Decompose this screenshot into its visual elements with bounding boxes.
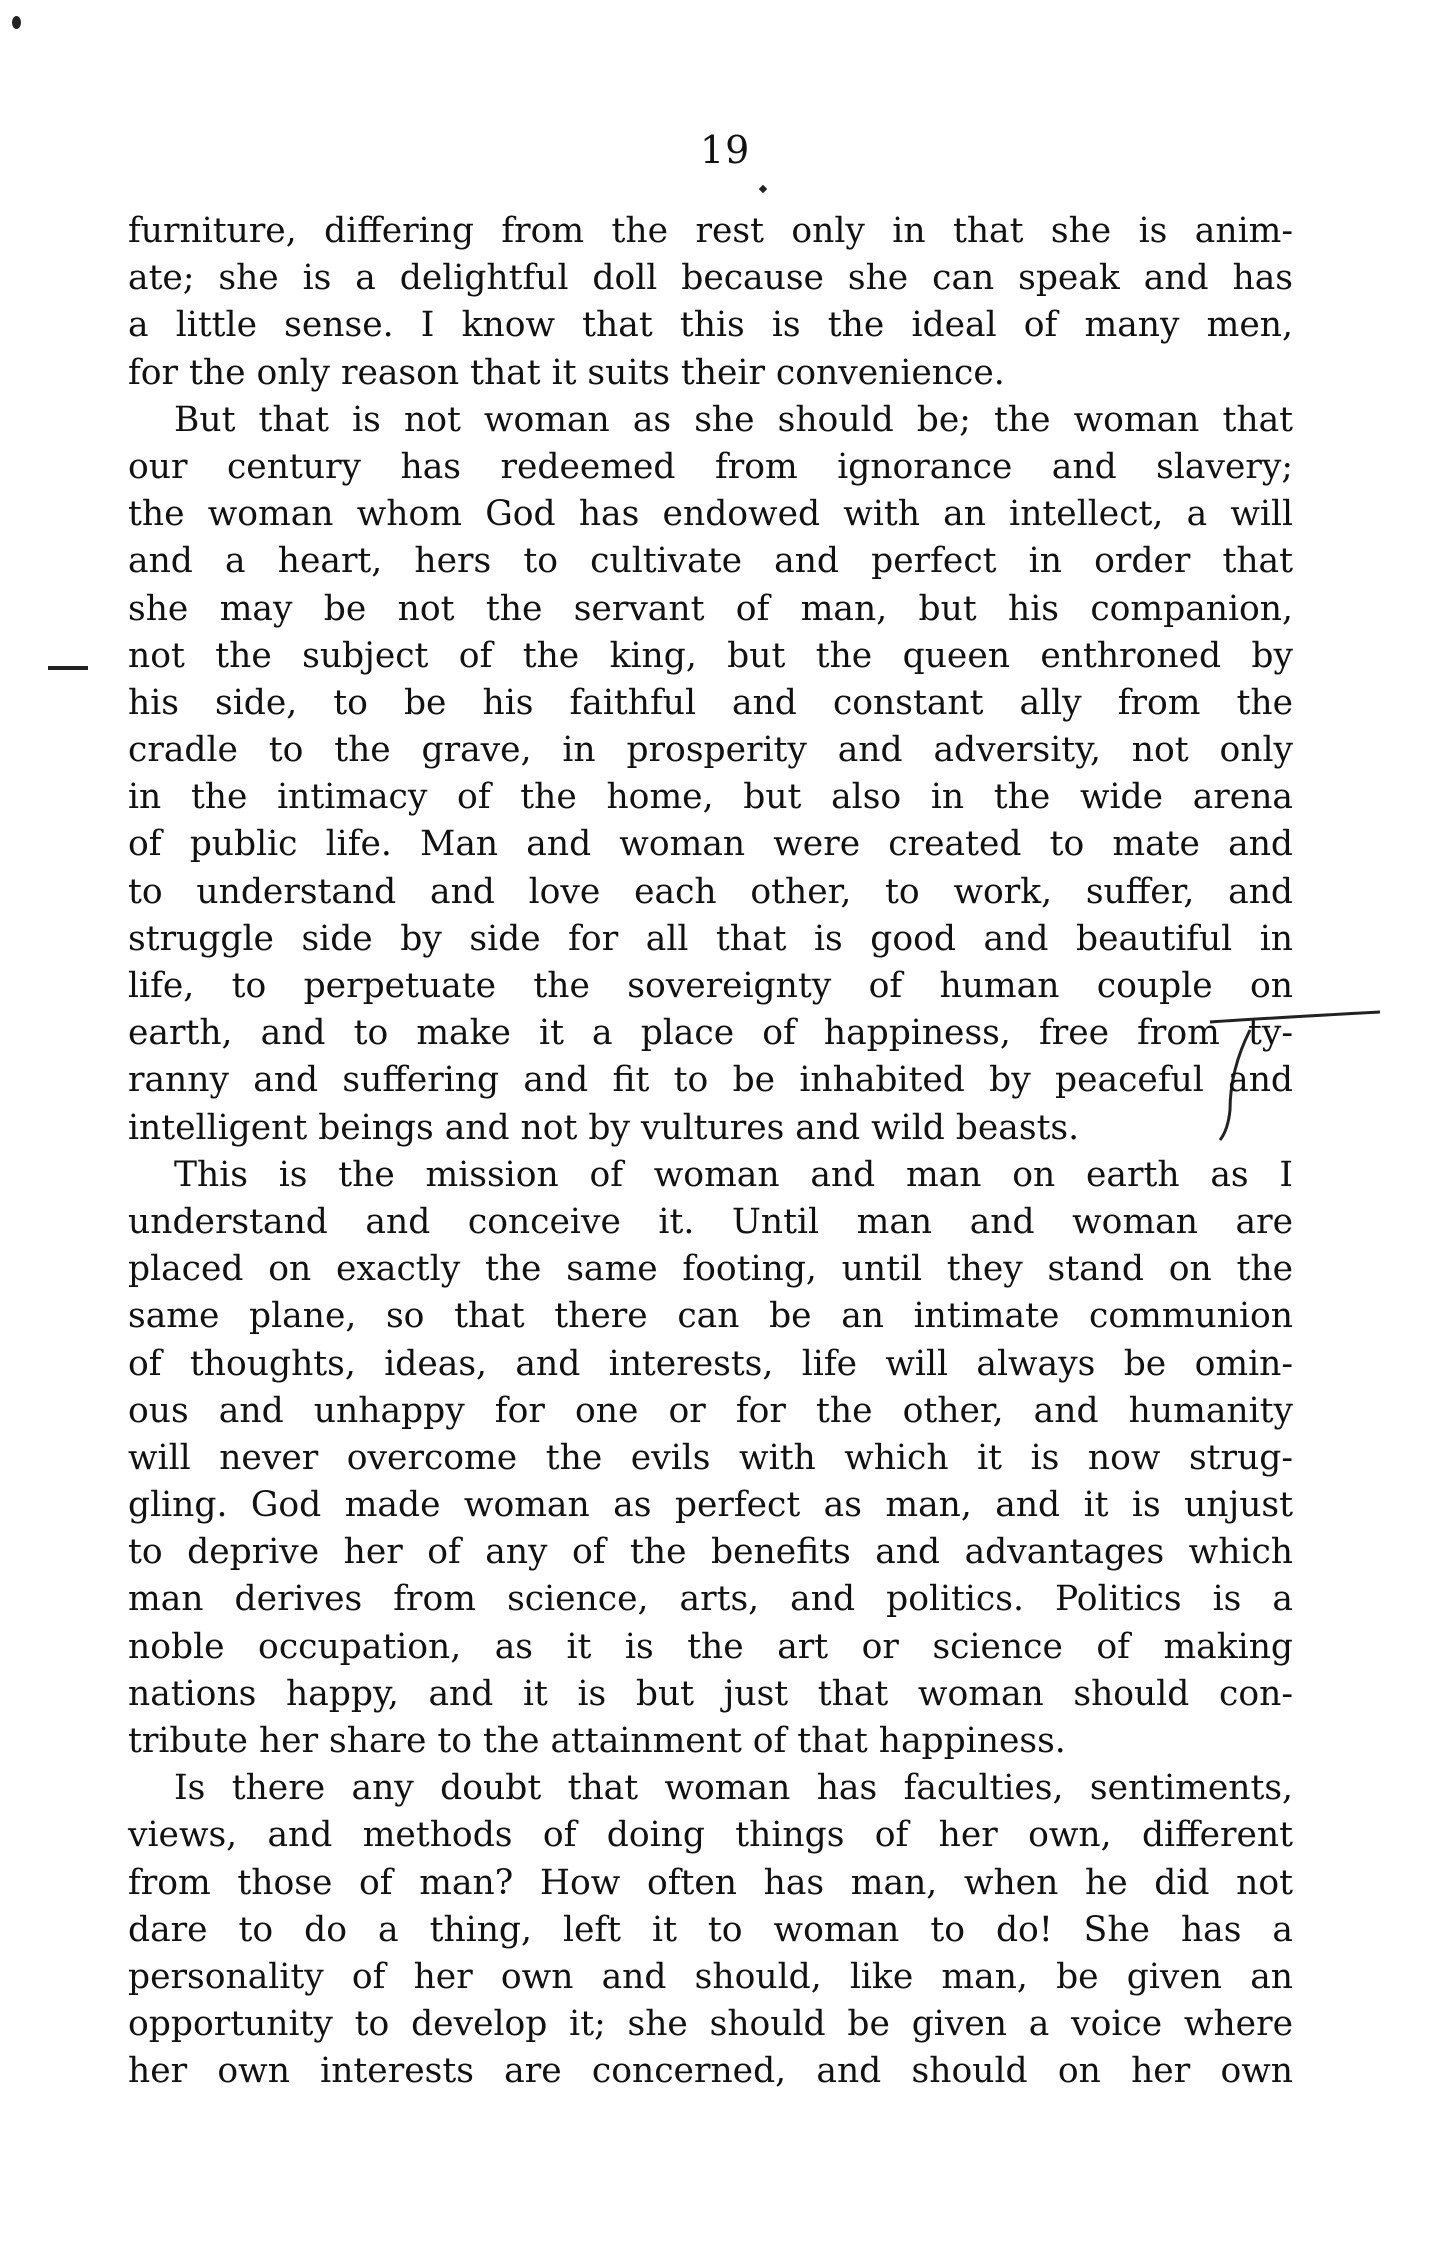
text-line: of public life. Man and woman were created to mate and	[128, 824, 1293, 865]
text-line: nations happy, and it is but just that woman should con-	[128, 1673, 1293, 1714]
text-line: from those of man? How often has man, when he did not	[128, 1862, 1293, 1903]
margin-mark	[48, 666, 88, 670]
text-line: personality of her own and should, like man, be given an	[128, 1956, 1293, 1997]
text-line: opportunity to develop it; she should be given a voice where	[128, 2004, 1293, 2045]
text-line: in the intimacy of the home, but also in the wide arena	[128, 777, 1293, 818]
text-line: ranny and suffering and fit to be inhabited by peaceful and	[128, 1060, 1293, 1101]
text-line: his side, to be his faithful and constant ally from the	[128, 682, 1293, 723]
text-line: cradle to the grave, in prosperity and adversity, not only	[128, 730, 1293, 771]
text-line: views, and methods of doing things of her own, different	[128, 1815, 1293, 1856]
ink-spot	[12, 16, 21, 29]
text-line: man derives from science, arts, and politics. Politics is a	[128, 1579, 1293, 1620]
text-line: intelligent beings and not by vultures and wild beasts.	[128, 1107, 1080, 1148]
text-line: tribute her share to the attainment of that happiness.	[128, 1721, 1066, 1761]
text-line: placed on exactly the same footing, until they stand on the	[128, 1249, 1293, 1290]
text-line: dare to do a thing, left it to woman to do! She has a	[128, 1909, 1293, 1950]
text-line: earth, and to make it a place of happiness, free from ty-	[128, 1013, 1293, 1054]
text-line: a little sense. I know that this is the ideal of many men,	[128, 305, 1293, 346]
text-line: our century has redeemed from ignorance and slavery;	[128, 446, 1293, 487]
text-line: will never overcome the evils with which it is now strug-	[128, 1437, 1293, 1478]
text-line: same plane, so that there can be an intimate communion	[128, 1296, 1293, 1337]
text-line: for the only reason that it suits their convenience.	[128, 352, 1005, 393]
text-line: she may be not the servant of man, but his companion,	[128, 588, 1293, 629]
text-line: life, to perpetuate the sovereignty of human couple on	[128, 966, 1293, 1006]
page-number: 19	[700, 128, 751, 172]
text-line: to understand and love each other, to work, suffer, and	[128, 871, 1293, 912]
text-line: furniture, differing from the rest only in that she is anim-	[128, 211, 1293, 251]
ink-speck	[759, 185, 767, 193]
text-line: the woman whom God has endowed with an intellect, a will	[128, 494, 1293, 535]
text-line: her own interests are concerned, and should on her own	[128, 2051, 1293, 2092]
text-line: struggle side by side for all that is good and beautiful in	[128, 918, 1293, 959]
body-text	[128, 208, 1293, 2096]
text-line: to deprive her of any of the benefits and advantages which	[128, 1532, 1293, 1573]
text-line: ate; she is a delightful doll because she can speak and has	[128, 258, 1293, 299]
text-line: and a heart, hers to cultivate and perfect in order that	[128, 541, 1293, 582]
text-line: But that is not woman as she should be; the woman that	[174, 399, 1293, 440]
text-line: noble occupation, as it is the art or science of making	[128, 1626, 1293, 1667]
text-line: understand and conceive it. Until man and woman are	[128, 1201, 1293, 1242]
text-line: of thoughts, ideas, and interests, life will always be omin-	[128, 1343, 1293, 1384]
text-line: Is there any doubt that woman has faculties, sentiments,	[174, 1768, 1293, 1809]
text-line: not the subject of the king, but the queen enthroned by	[128, 635, 1293, 676]
text-line: ous and unhappy for one or for the other, and humanity	[128, 1390, 1293, 1431]
text-line: This is the mission of woman and man on earth as I	[174, 1154, 1293, 1195]
text-line: gling. God made woman as perfect as man, and it is unjust	[128, 1485, 1293, 1526]
